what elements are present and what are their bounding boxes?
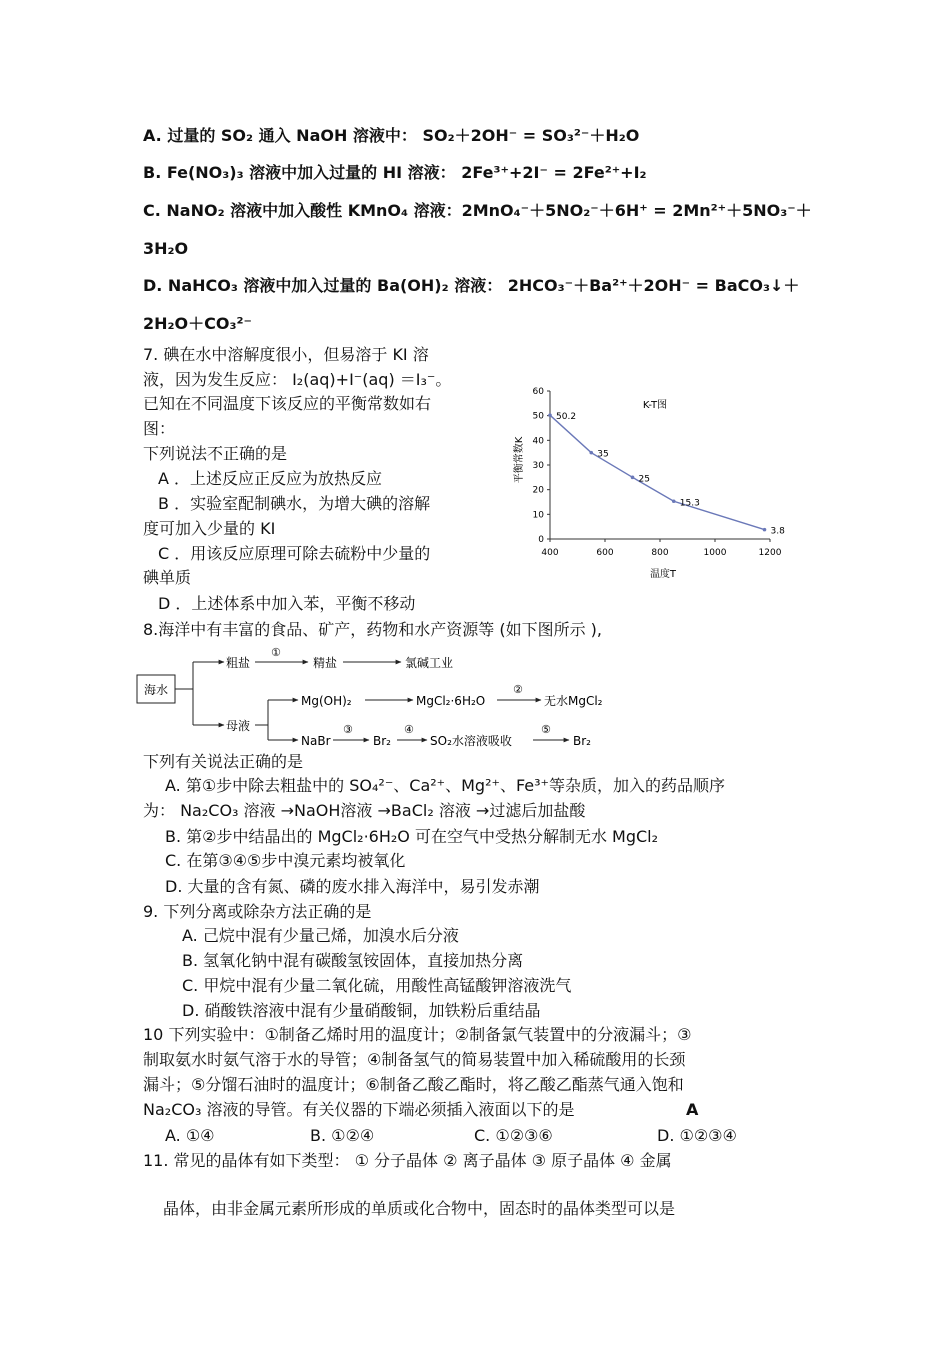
q9-option-d: D. 硝酸铁溶液中混有少量硝酸铜，加铁粉后重结晶: [182, 1001, 541, 1020]
br2-first: Br₂: [373, 734, 391, 748]
q10-option-d: D. ①②③④: [657, 1126, 737, 1145]
chart-x-label: 温度T: [649, 569, 677, 580]
chlor-alkali: 氯碱工业: [405, 656, 454, 670]
q10-option-b: B. ①②④: [310, 1126, 375, 1145]
data-label: 50.2: [556, 412, 577, 423]
fine-salt: 精盐: [313, 656, 338, 670]
data-label: 25: [638, 474, 650, 485]
mg-oh2: Mg(OH)₂: [301, 694, 352, 708]
chart-y-ticks: [533, 387, 550, 545]
k-t-chart: [505, 378, 805, 583]
coarse-salt: 粗盐: [226, 656, 251, 670]
mgcl2-hydrate: MgCl₂·6H₂O: [416, 694, 486, 708]
x-tick-label: 1000: [703, 548, 727, 558]
chart-axes: [550, 391, 770, 539]
chart-title: K-T图: [642, 400, 668, 411]
y-tick-label: 60: [532, 387, 544, 397]
data-point: [589, 451, 593, 455]
data-label: 3.8: [770, 526, 785, 537]
nabr: NaBr: [301, 734, 331, 748]
step2-label: ②: [513, 683, 523, 696]
q8-option-a-cont: 为： Na₂CO₃ 溶液 →NaOH溶液 →BaCl₂ 溶液 →过滤后加盐酸: [143, 801, 586, 820]
q8-option-d: D. 大量的含有氮、磷的废水排入海洋中，易引发赤潮: [165, 877, 540, 896]
x-tick-label: 600: [596, 548, 614, 558]
q6-option-c-cont: 3H₂O: [143, 239, 189, 258]
q9-option-b: B. 氢氧化钠中混有碳酸氢铵固体，直接加热分离: [182, 951, 524, 970]
q7-option-a: A ．上述反应正反应为放热反应: [158, 469, 383, 488]
so2-absorption: SO₂水溶液吸收: [430, 734, 512, 748]
q10-line2: 制取氨水时氨气溶于水的导管；④制备氢气的简易装置中加入稀硫酸用的长颈: [143, 1050, 686, 1069]
anhydrous-mgcl2: 无水MgCl₂: [544, 694, 603, 708]
q9-stem: 9. 下列分离或除杂方法正确的是: [143, 902, 372, 921]
mother-liquor: 母液: [226, 719, 251, 733]
q7-line2: 液，因为发生反应： I₂(aq)+I⁻(aq) ＝I₃⁻。: [143, 370, 452, 389]
seawater-flow-diagram: [133, 645, 633, 750]
y-tick-label: 10: [532, 510, 544, 521]
q10-option-a: A. ①④: [165, 1126, 215, 1145]
q9-option-a: A. 己烷中混有少量己烯，加溴水后分液: [182, 926, 459, 945]
y-tick-label: 40: [532, 436, 544, 447]
br2-second: Br₂: [573, 734, 591, 748]
q11-line1: 11. 常见的晶体有如下类型： ① 分子晶体 ② 离子晶体 ③ 原子晶体 ④ 金属: [143, 1151, 672, 1170]
data-point: [631, 476, 635, 480]
q8-option-c: C. 在第③④⑤步中溴元素均被氧化: [165, 851, 406, 870]
x-tick-label: 1200: [758, 548, 782, 558]
step3-label: ③: [343, 723, 353, 736]
data-point: [672, 499, 676, 503]
q7-option-b: B ．实验室配制碘水，为增大碘的溶解: [158, 494, 431, 513]
q6-option-c: C. NaNO₂ 溶液中加入酸性 KMnO₄ 溶液：2MnO₄⁻＋5NO₂⁻＋6H⁺ = 2Mn²⁺＋5NO₃⁻＋: [143, 201, 812, 220]
chart-x-ticks: [541, 539, 781, 558]
step4-label: ④: [404, 723, 414, 736]
q6-option-d-cont: 2H₂O＋CO₃²⁻: [143, 314, 252, 333]
chart-points: [548, 413, 766, 531]
q7-line4: 图：: [143, 419, 176, 438]
data-point: [763, 528, 767, 532]
x-tick-label: 400: [541, 548, 559, 558]
chart-series-line: [550, 415, 765, 529]
q7-option-b-cont: 度可加入少量的 KI: [143, 519, 276, 538]
q10-line4: Na₂CO₃ 溶液的导管。有关仪器的下端必须插入液面以下的是: [143, 1100, 575, 1119]
data-point: [548, 413, 552, 417]
q8-stem: 下列有关说法正确的是: [143, 752, 304, 771]
q10-option-c: C. ①②③⑥: [474, 1126, 553, 1145]
q7-option-c-cont: 碘单质: [143, 568, 192, 587]
q10-line3: 漏斗；⑤分馏石油时的温度计；⑥制备乙酸乙酯时，将乙酸乙酯蒸气通入饱和: [143, 1075, 684, 1094]
step5-label: ⑤: [541, 723, 551, 736]
seawater-label: 海水: [143, 683, 169, 697]
q11-line2: 晶体，由非金属元素所形成的单质或化合物中，固态时的晶体类型可以是: [163, 1199, 676, 1218]
q8-option-b: B. 第②步中结晶出的 MgCl₂·6H₂O 可在空气中受热分解制无水 MgCl₂: [165, 827, 659, 846]
y-tick-label: 30: [532, 461, 544, 471]
q9-option-c: C. 甲烷中混有少量二氧化硫，用酸性高锰酸钾溶液洗气: [182, 976, 572, 995]
q10-line1: 10 下列实验中：①制备乙烯时用的温度计；②制备氯气装置中的分液漏斗；③: [143, 1025, 692, 1044]
chart-data-labels: [556, 412, 785, 536]
x-tick-label: 800: [651, 548, 669, 558]
q7-line3: 已知在不同温度下该反应的平衡常数如右: [143, 394, 432, 413]
q7-option-d: D ．上述体系中加入苯，平衡不移动: [158, 594, 416, 613]
q8-intro: 8.海洋中有丰富的食品、矿产，药物和水产资源等 (如下图所示 ),: [143, 620, 603, 639]
q7-option-c: C ．用该反应原理可除去硫粉中少量的: [158, 544, 431, 563]
data-label: 35: [597, 449, 609, 460]
y-tick-label: 0: [538, 535, 544, 545]
q7-stem: 下列说法不正确的是: [143, 444, 288, 463]
chart-y-label: 平衡常数K: [514, 436, 525, 484]
q10-answer: A: [686, 1100, 699, 1119]
q6-option-b: B. Fe(NO₃)₃ 溶液中加入过量的 HI 溶液： 2Fe³⁺+2I⁻ = 2Fe²⁺+I₂: [143, 163, 647, 182]
data-label: 15.3: [679, 498, 700, 509]
y-tick-label: 20: [532, 485, 544, 496]
q8-option-a: A. 第①步中除去粗盐中的 SO₄²⁻、Ca²⁺、Mg²⁺、Fe³⁺等杂质，加入的药品顺序: [165, 776, 725, 795]
q7-line1: 7. 碘在水中溶解度很小，但易溶于 KI 溶: [143, 345, 429, 364]
q6-option-a: A. 过量的 SO₂ 通入 NaOH 溶液中： SO₂＋2OH⁻ = SO₃²⁻＋H₂O: [143, 126, 640, 145]
step1-label: ①: [271, 646, 281, 659]
y-tick-label: 50: [532, 411, 544, 422]
q6-option-d: D. NaHCO₃ 溶液中加入过量的 Ba(OH)₂ 溶液： 2HCO₃⁻＋Ba²⁺＋2OH⁻ = BaCO₃↓＋: [143, 276, 800, 295]
